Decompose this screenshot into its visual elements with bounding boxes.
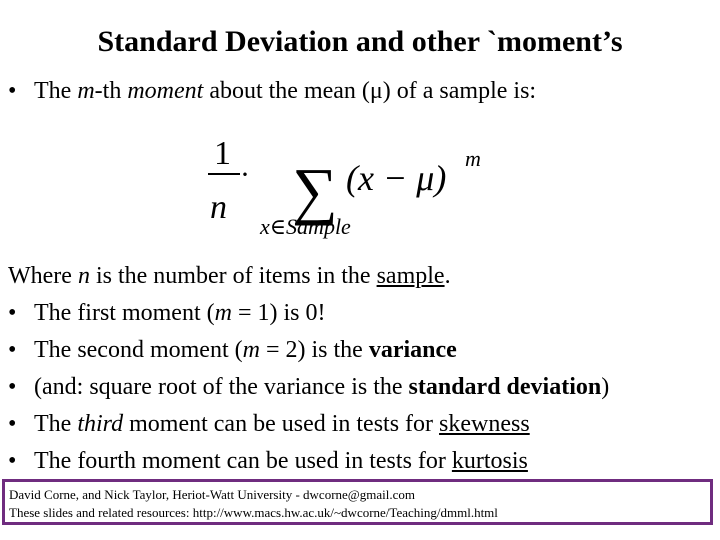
- bullet-text: The second moment (: [34, 337, 243, 363]
- slide-title: Standard Deviation and other `moment’s: [97, 25, 623, 58]
- formula-graphic: [200, 128, 500, 248]
- moment-formula: [200, 128, 500, 248]
- where-line: [8, 258, 609, 295]
- body-text: [8, 258, 609, 480]
- kurtosis-link: kurtosis: [451, 448, 528, 474]
- variance-term: variance: [368, 337, 457, 363]
- bullet-fourth-moment: [8, 443, 609, 480]
- bullet-marker: •: [8, 78, 17, 104]
- bullet-second-moment: [8, 332, 609, 369]
- bullet-text: (and: square root of the variance is the: [34, 374, 409, 400]
- where-end: .: [444, 263, 451, 289]
- sum-subscript: x∈Sample: [260, 214, 351, 239]
- bullet-text: = 1) is 0!: [231, 300, 326, 326]
- bullet-m: m: [214, 300, 232, 326]
- bullet-marker: •: [8, 300, 17, 326]
- intro-m: m: [77, 78, 95, 104]
- intro-line: [8, 75, 536, 107]
- bullet-m: m: [242, 337, 260, 363]
- formula-numerator: 1: [214, 135, 231, 172]
- sum-symbol: ∑: [292, 155, 338, 226]
- std-dev-term: standard deviation: [408, 374, 602, 400]
- bullet-text: The first moment (: [34, 300, 215, 326]
- where-mid: is the number of items in the: [89, 263, 377, 289]
- sample-link: sample: [376, 263, 445, 289]
- footer-box: [2, 479, 713, 525]
- bullet-third-moment: [8, 406, 609, 443]
- bullet-text: ): [601, 374, 610, 400]
- where-pre: Where: [8, 263, 78, 289]
- bullet-first-moment: [8, 295, 609, 332]
- formula-exponent: m: [465, 146, 481, 171]
- bullet-marker: •: [8, 374, 17, 400]
- third-term: third: [77, 411, 124, 437]
- intro-text-mid: -th: [94, 78, 128, 104]
- formula-dot: ·: [240, 158, 250, 191]
- footer-credits: David Corne, and Nick Taylor, Heriot-Watt University - dwcorne@gmail.com: [9, 487, 416, 502]
- footer-resources: These slides and related resources: http://www.macs.hw.ac.uk/~dwcorne/Teaching/dmml.html: [9, 505, 498, 520]
- formula-expression: (x − μ): [346, 158, 447, 198]
- bullet-marker: •: [8, 448, 17, 474]
- formula-denominator: n: [210, 189, 227, 226]
- bullet-marker: •: [8, 411, 17, 437]
- bullet-text: The fourth moment can be used in tests for: [34, 448, 452, 474]
- intro-text-pre: The: [34, 78, 78, 104]
- bullet-text: moment can be used in tests for: [123, 411, 440, 437]
- bullet-text: The: [34, 411, 78, 437]
- intro-text-post: about the mean (μ) of a sample is:: [203, 78, 537, 104]
- where-n: n: [77, 263, 90, 289]
- skewness-link: skewness: [439, 411, 530, 437]
- bullet-text: = 2) is the: [259, 337, 369, 363]
- bullet-std-dev: [8, 369, 609, 406]
- intro-moment: moment: [127, 78, 204, 104]
- bullet-marker: •: [8, 337, 17, 363]
